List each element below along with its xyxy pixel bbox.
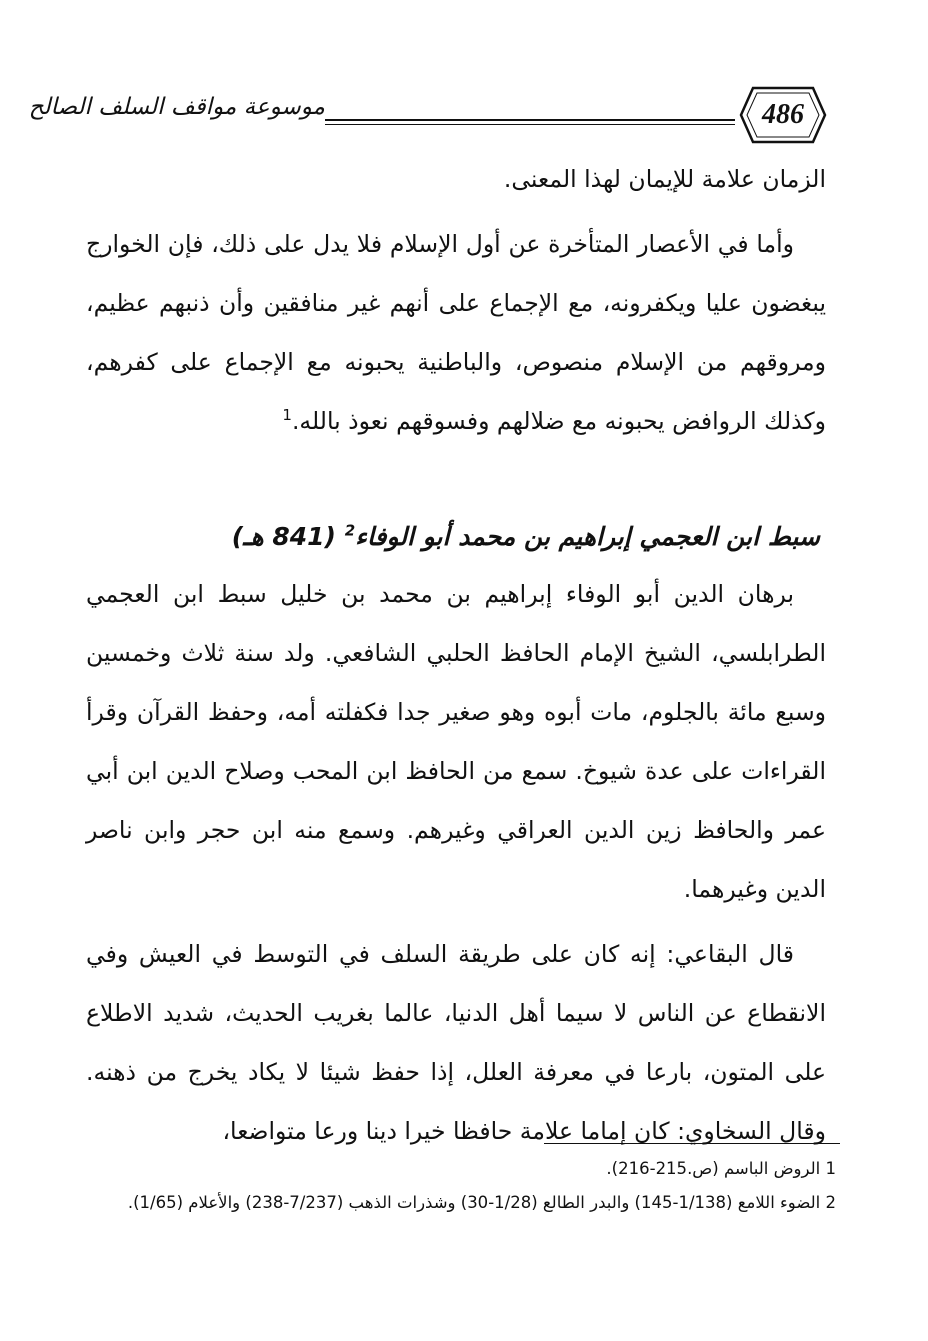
paragraph-text: الزمان علامة للإيمان لهذا المعنى. [503, 165, 826, 193]
page-header [28, 82, 827, 154]
paragraph [86, 215, 826, 451]
footnote-separator [544, 1143, 840, 1144]
header-rule [325, 119, 735, 121]
footnote-ref: 2 [344, 521, 356, 540]
heading-date: (841 هـ) [231, 522, 336, 551]
footnote-ref: 1 [282, 406, 292, 425]
footnote [100, 1152, 836, 1186]
header-rule-thin [325, 124, 735, 125]
footnotes [100, 1152, 836, 1220]
paragraph-continuation [86, 150, 826, 209]
paragraph [86, 565, 826, 919]
paragraph-text: قال البقاعي: إنه كان على طريقة السلف في التوسط في العيش وفي الانقطاع عن الناس لا سيما أهل الدنيا، عالما بغريب الحديث، شديد الاطلاع على المتون، بارعا في معرفة العلل، إذا حفظ شيئا لا يكاد يخرج من ذهنه. وقال السخاوي: كان إماما علامة حافظا خيرا دينا ورعا متواضعا، [86, 940, 826, 1145]
section-heading [86, 509, 826, 565]
paragraph-text: وأما في الأعصار المتأخرة عن أول الإسلام فلا يدل على ذلك، فإن الخوارج يبغضون عليا ويكفرونه، مع الإجماع على أنهم غير منافقين وأن ذنبهم عظيم، ومروقهم من الإسلام منصوص، والباطنية يحبونه مع الإجماع على كفرهم، وكذلك الروافض يحبونه مع ضلالهم وفسوقهم نعوذ بالله. [86, 230, 826, 435]
footnote-number: 1 [825, 1159, 836, 1178]
heading-text: سبط ابن العجمي إبراهيم بن محمد أبو الوفاء [355, 522, 820, 551]
footnote-text: الروض الباسم (ص.215-216). [606, 1159, 821, 1178]
paragraph-text: برهان الدين أبو الوفاء إبراهيم بن محمد بن خليل سبط ابن العجمي الطرابلسي، الشيخ الإمام الحافظ الحلبي الشافعي. ولد سنة ثلاث وخمسين وسبع مائة بالجلوم، مات أبوه وهو صغير جدا فكفلته أمه، وحفظ القرآن وقرأ القراءات على عدة شيوخ. سمع من الحافظ ابن المحب وصلاح الدين ابن أبي عمر والحافظ زين الدين العراقي وغيرهم. وسمع منه ابن حجر وابن ناصر الدين وغيرهما. [86, 580, 826, 903]
page-number: 486 [762, 99, 804, 130]
page-body [86, 150, 826, 1161]
footnote-number: 2 [825, 1193, 836, 1212]
footnote-text: الضوء اللامع (1/138-145) والبدر الطالع (1/28-30) وشذرات الذهب (7/237-238) والأعلام (1/65). [127, 1193, 821, 1212]
paragraph [86, 925, 826, 1161]
footnote [100, 1186, 836, 1220]
running-title: موسوعة مواقف السلف الصالح [28, 94, 325, 120]
